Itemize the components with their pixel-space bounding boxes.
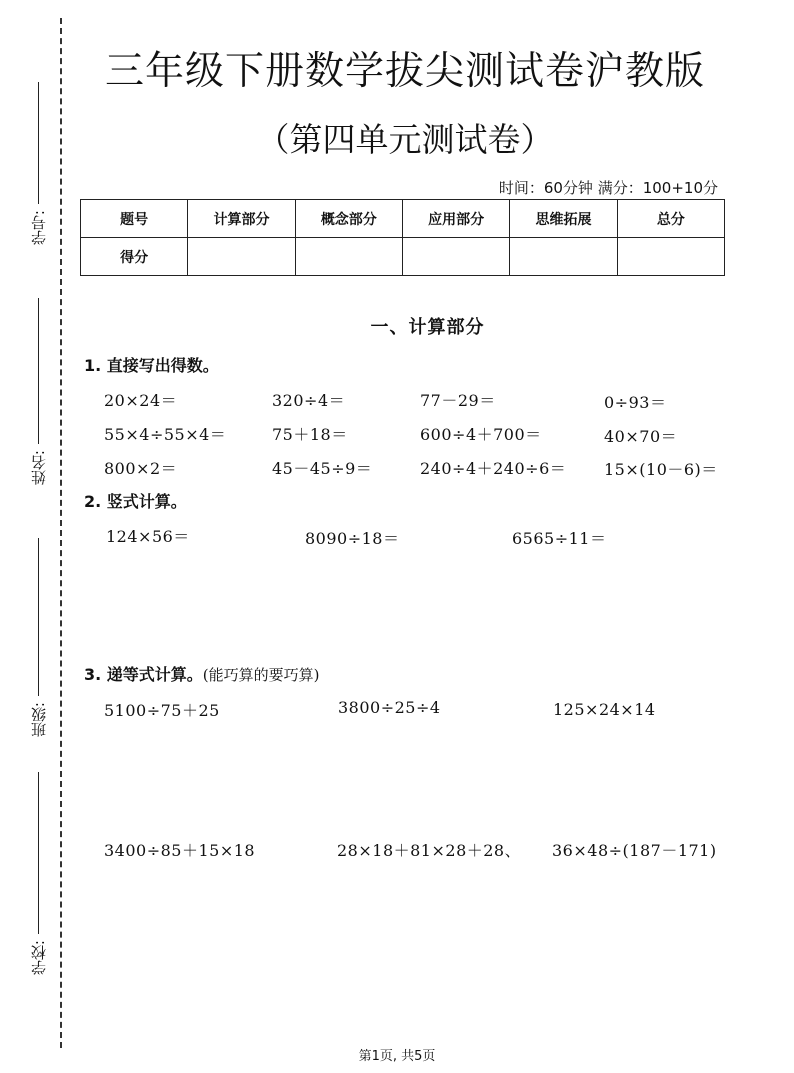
q1-title: 1. 直接写出得数。 bbox=[84, 356, 219, 375]
q1-expression: 45－45÷9＝ bbox=[272, 459, 373, 478]
score-header-cell: 思维拓展 bbox=[510, 200, 617, 238]
score-header-cell: 概念部分 bbox=[295, 200, 402, 238]
school-line bbox=[38, 772, 39, 934]
class-line bbox=[38, 538, 39, 696]
q3-title-text: 3. 递等式计算。 bbox=[84, 665, 203, 684]
score-row-label: 得分 bbox=[81, 238, 188, 276]
q1-expression: 320÷4＝ bbox=[272, 391, 346, 410]
class-label: 班级: bbox=[29, 702, 48, 738]
score-input-cell[interactable] bbox=[188, 238, 295, 276]
score-input-cell[interactable] bbox=[617, 238, 724, 276]
school-field[interactable] bbox=[18, 772, 58, 975]
q3-expression: 3800÷25÷4 bbox=[338, 698, 441, 717]
q2-expression: 6565÷11＝ bbox=[512, 529, 607, 548]
name-field[interactable] bbox=[18, 298, 58, 485]
name-line bbox=[38, 298, 39, 444]
q1-expression: 77－29＝ bbox=[420, 391, 496, 410]
score-header-row bbox=[81, 200, 725, 238]
score-header-cell: 题号 bbox=[81, 200, 188, 238]
binding-dashed-line bbox=[60, 18, 62, 1048]
q3-expression: 125×24×14 bbox=[553, 700, 656, 719]
q3-expression: 28×18＋81×28＋28、 bbox=[337, 841, 522, 860]
name-label: 姓名: bbox=[29, 450, 48, 486]
q3-expression: 5100÷75＋25 bbox=[104, 701, 220, 720]
q2-expression: 8090÷18＝ bbox=[305, 529, 400, 548]
q1-expression: 0÷93＝ bbox=[604, 393, 667, 412]
q2-expression: 124×56＝ bbox=[106, 527, 190, 546]
page-footer: 第1页, 共5页 bbox=[358, 1049, 436, 1064]
score-header-cell: 总分 bbox=[617, 200, 724, 238]
student-number-field[interactable] bbox=[18, 82, 58, 245]
q1-expression: 800×2＝ bbox=[104, 459, 178, 478]
score-header-cell: 应用部分 bbox=[402, 200, 509, 238]
page-subtitle: （第四单元测试卷） bbox=[256, 120, 554, 159]
section-title: 一、计算部分 bbox=[370, 317, 485, 338]
q3-note: (能巧算的要巧算) bbox=[202, 666, 320, 684]
q1-expression: 20×24＝ bbox=[104, 391, 178, 410]
q1-expression: 75＋18＝ bbox=[272, 425, 348, 444]
student-number-label: 学号: bbox=[29, 210, 48, 246]
score-input-cell[interactable] bbox=[295, 238, 402, 276]
school-label: 学校: bbox=[29, 940, 48, 976]
q3-title bbox=[84, 662, 320, 685]
q1-expression: 240÷4＋240÷6＝ bbox=[420, 459, 567, 478]
q3-expression: 36×48÷(187－171) bbox=[552, 841, 717, 860]
q3-expression: 3400÷85＋15×18 bbox=[104, 841, 256, 860]
score-value-row bbox=[81, 238, 725, 276]
q1-expression: 40×70＝ bbox=[604, 427, 678, 446]
q1-expression: 15×(10－6)＝ bbox=[604, 460, 718, 479]
score-header-cell: 计算部分 bbox=[188, 200, 295, 238]
page-title: 三年级下册数学拔尖测试卷沪教版 bbox=[104, 49, 705, 94]
q1-expression: 55×4÷55×4＝ bbox=[104, 425, 227, 444]
student-number-line bbox=[38, 82, 39, 204]
score-input-cell[interactable] bbox=[510, 238, 617, 276]
score-input-cell[interactable] bbox=[402, 238, 509, 276]
class-field[interactable] bbox=[18, 538, 58, 737]
time-score-info: 时间：60分钟 满分：100+10分 bbox=[498, 179, 718, 197]
q1-expression: 600÷4＋700＝ bbox=[420, 425, 542, 444]
q2-title: 2. 竖式计算。 bbox=[84, 492, 187, 511]
score-table bbox=[80, 199, 725, 276]
